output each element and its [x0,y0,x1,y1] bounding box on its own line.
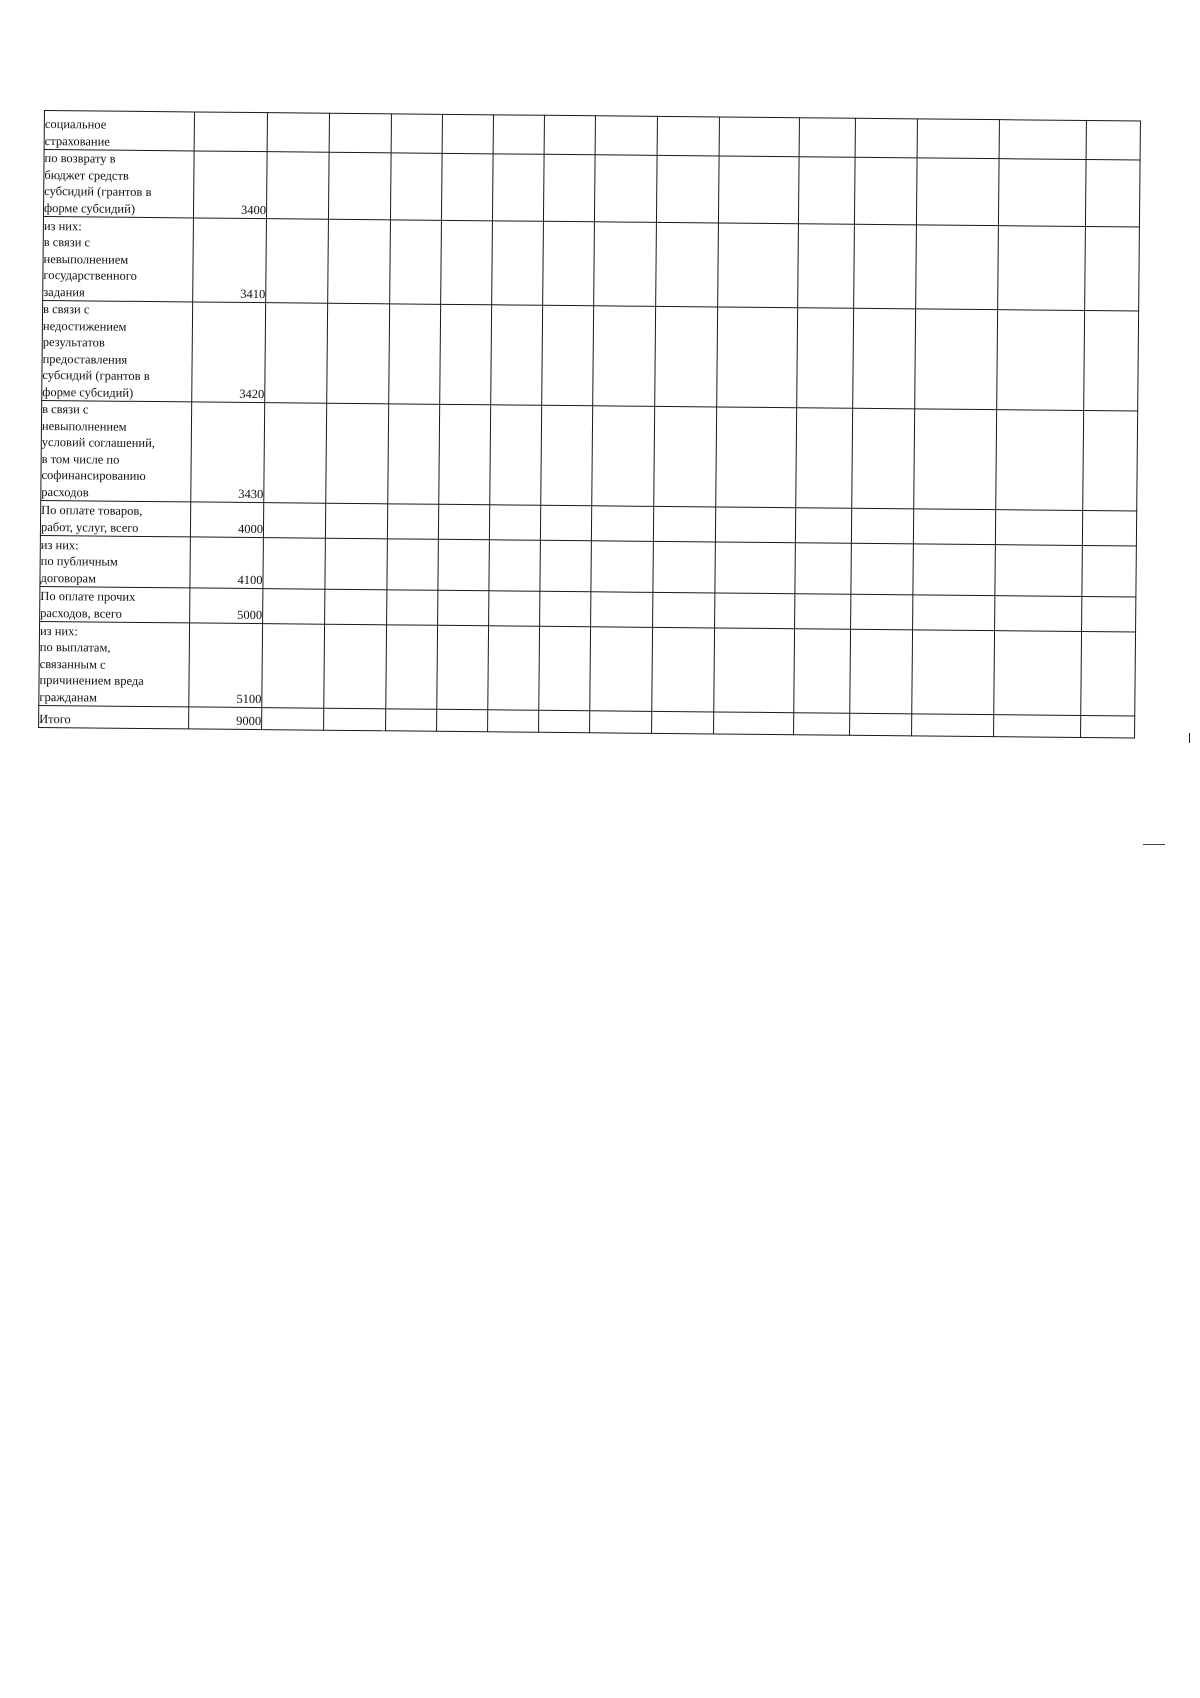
empty-cell [656,222,719,307]
row-code: 3410 [193,218,267,303]
empty-cell [850,713,912,736]
empty-cell [387,590,438,625]
empty-cell [544,115,595,154]
empty-cell [653,592,715,628]
table-body [39,111,1141,738]
empty-cell [543,154,595,221]
empty-cell [591,541,653,593]
empty-cell [540,540,591,591]
empty-cell [328,219,391,304]
empty-cell [653,541,715,593]
empty-cell [1082,596,1136,632]
empty-cell [851,508,913,544]
empty-cell [387,504,438,539]
empty-cell [854,157,917,225]
row-code [194,112,267,152]
empty-cell [715,593,795,629]
empty-cell [266,219,329,304]
empty-cell [266,152,329,220]
empty-cell [913,509,995,545]
empty-cell [489,505,540,540]
empty-cell [1082,510,1136,546]
empty-cell [324,624,387,709]
empty-cell [493,115,544,154]
empty-cell [1086,121,1140,161]
empty-cell [913,544,995,596]
empty-cell [390,220,442,304]
empty-cell [1081,715,1135,738]
row-label: в связи с невыполнением условий соглашений, в том числе по софинансированию расходов [41,400,192,501]
empty-cell [796,408,853,509]
empty-cell [595,116,657,156]
empty-cell [912,714,994,737]
empty-cell [441,153,493,220]
empty-cell [539,710,590,732]
empty-cell [262,624,325,709]
empty-cell [794,629,851,714]
empty-cell [913,595,995,631]
empty-cell [591,592,653,628]
empty-cell [264,403,327,504]
empty-cell [489,591,540,626]
empty-cell [438,504,489,539]
empty-cell [715,542,795,594]
empty-cell [853,308,916,409]
empty-cell [719,117,799,157]
empty-cell [652,627,715,712]
empty-cell [594,222,657,307]
scanned-page [38,110,1140,738]
empty-cell [389,304,441,404]
empty-cell [916,158,999,226]
empty-cell [386,625,438,709]
empty-cell [488,710,539,732]
empty-cell [797,308,854,409]
empty-cell [437,625,489,709]
empty-cell [652,711,714,734]
row-label: из них: в связи с невыполнением государственного задания [43,216,194,301]
row-code: 9000 [189,707,262,730]
empty-cell [1082,545,1136,597]
empty-cell [324,708,386,731]
empty-cell [391,114,442,153]
empty-cell [441,220,493,304]
empty-cell [539,626,591,710]
empty-cell [262,708,324,731]
report-table [38,110,1141,739]
empty-cell [386,709,437,731]
row-label: по возврату в бюджет средств субсидий (грантов в форме субсидий) [43,150,194,218]
empty-cell [714,712,794,735]
empty-cell [994,715,1081,738]
empty-cell [490,405,542,505]
empty-cell [995,510,1082,546]
empty-cell [718,156,799,224]
scan-edge-mark [1189,733,1190,743]
row-code: 4100 [190,537,263,589]
empty-cell [912,630,995,715]
row-label: По оплате прочих расходов, всего [40,586,190,622]
row-code: 3400 [193,151,267,219]
empty-cell [653,506,715,542]
empty-cell [540,591,591,626]
row-code: 4000 [190,502,263,538]
empty-cell [917,119,999,159]
empty-cell [799,118,855,158]
table-row [43,216,1140,311]
empty-cell [1083,410,1138,511]
empty-cell [542,305,594,405]
row-code: 3420 [192,302,266,403]
empty-cell [851,543,913,595]
empty-cell [717,307,798,408]
empty-cell [716,407,797,508]
row-code: 5100 [189,623,263,708]
table-row [41,400,1138,511]
empty-cell [995,596,1082,632]
row-label: По оплате товаров, работ, услуг, всего [40,500,190,536]
table-row [43,150,1140,228]
empty-cell [854,224,917,309]
empty-cell [590,627,653,712]
empty-cell [714,628,795,713]
empty-cell [795,508,851,544]
empty-cell [718,223,799,308]
empty-cell [656,155,719,223]
empty-cell [914,409,997,510]
empty-cell [543,221,595,305]
empty-cell [591,506,653,542]
empty-cell [492,221,544,305]
empty-cell [329,113,391,153]
row-code: 5000 [190,588,263,624]
empty-cell [996,410,1084,511]
empty-cell [655,306,718,407]
empty-cell [491,305,543,405]
empty-cell [325,538,387,590]
empty-cell [1085,160,1140,228]
empty-cell [390,153,442,220]
empty-cell [715,507,795,543]
empty-cell [657,116,719,156]
empty-cell [263,538,325,590]
empty-cell [492,154,544,221]
empty-cell [438,539,489,590]
empty-cell [325,589,387,625]
empty-cell [995,545,1082,597]
empty-cell [998,226,1086,311]
empty-cell [998,159,1086,227]
empty-cell [263,503,325,539]
empty-cell [327,303,390,404]
empty-cell [325,503,387,539]
empty-cell [439,404,491,504]
empty-cell [999,120,1086,160]
row-label: в связи с недостижением результатов предоставления субсидий (грантов в форме субсидий) [42,300,193,401]
empty-cell [593,306,656,407]
empty-cell [795,594,851,630]
empty-cell [997,310,1085,411]
empty-cell [488,626,540,710]
row-label: из них: по публичным договорам [40,535,190,587]
empty-cell [328,152,391,220]
empty-cell [267,113,329,153]
empty-cell [1081,631,1136,716]
empty-cell [850,629,913,714]
empty-cell [592,406,655,507]
empty-cell [437,709,488,731]
empty-cell [851,594,913,630]
empty-cell [541,405,593,505]
empty-cell [798,224,855,309]
empty-cell [442,114,493,153]
table-row [42,300,1139,411]
empty-cell [795,543,851,595]
row-label: Итого [39,705,189,728]
table-row [39,621,1136,716]
empty-cell [387,539,438,590]
empty-cell [388,404,440,504]
empty-cell [438,590,489,625]
empty-cell [916,225,999,310]
empty-cell [855,118,917,158]
empty-cell [798,157,855,225]
empty-cell [794,713,850,736]
empty-cell [440,304,492,404]
empty-cell [1085,227,1140,312]
empty-cell [590,711,652,734]
row-label: из них: по выплатам, связанным с причинением вреда гражданам [39,621,190,706]
row-code: 3430 [191,402,265,503]
empty-cell [489,540,540,591]
empty-cell [326,403,389,504]
empty-cell [540,505,591,540]
empty-cell [265,303,328,404]
empty-cell [654,406,717,507]
empty-cell [852,408,915,509]
row-label: социальное страхование [44,111,194,151]
empty-cell [994,631,1082,716]
empty-cell [1084,310,1139,411]
empty-cell [594,155,657,223]
scan-dash-mark [1143,844,1165,845]
empty-cell [263,589,325,625]
empty-cell [915,309,998,410]
